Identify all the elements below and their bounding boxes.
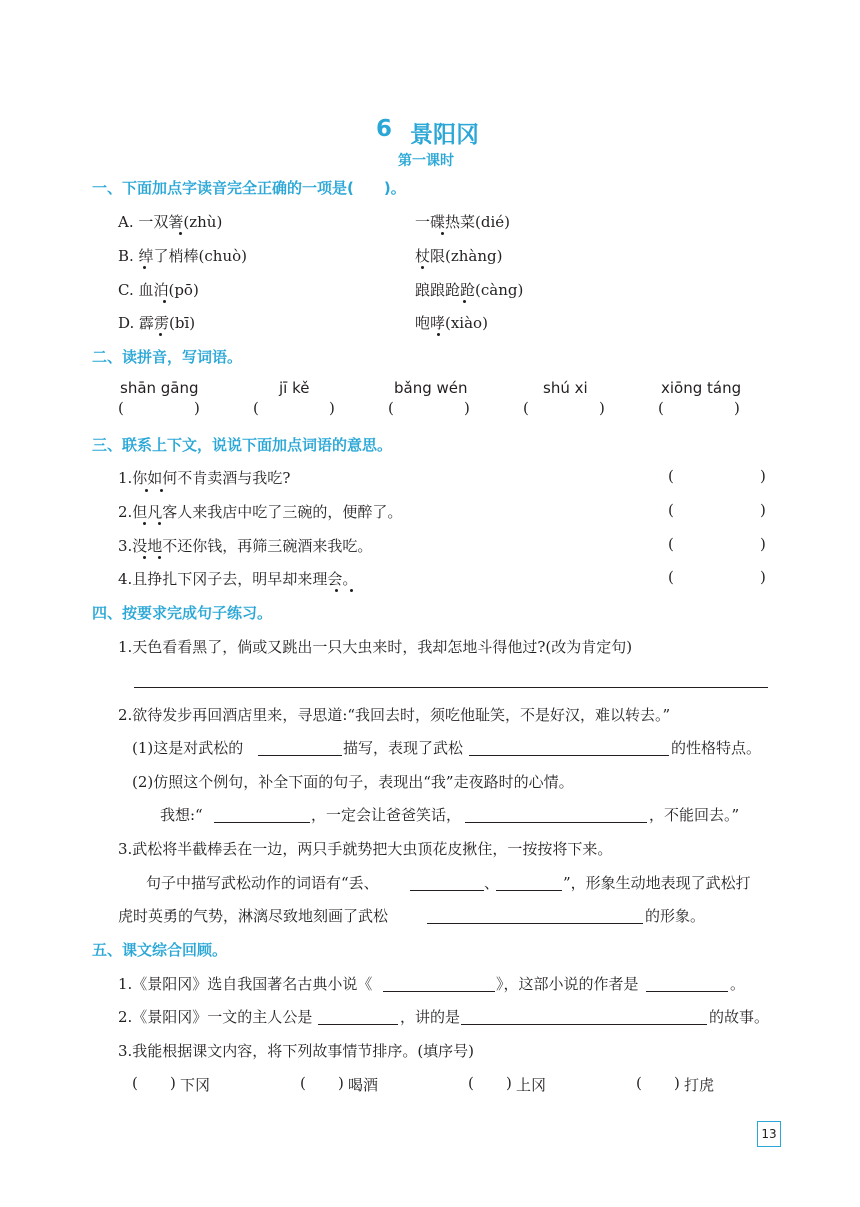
- answer-paren-open: (: [300, 1074, 306, 1092]
- answer-paren-close: ): [194, 399, 200, 417]
- q5-item-1-b: 》，这部小说的作者是: [496, 975, 639, 993]
- answer-paren-open: (: [388, 399, 394, 417]
- answer-paren-close: ): [506, 1074, 512, 1092]
- emphasis-dot: [421, 266, 424, 269]
- q1-option-b-left: B. 绰了梢棒(chuò): [118, 247, 248, 265]
- answer-paren-open: (: [668, 467, 674, 485]
- emphasis-dot: [159, 333, 162, 336]
- answer-paren-open: (: [658, 399, 664, 417]
- q4-wo-c: ，不能回去。”: [649, 806, 740, 824]
- answer-blank[interactable]: [214, 822, 310, 823]
- emphasis-dot: [335, 589, 338, 592]
- q4-line3a-3: ”，形象生动地表现了武松打: [563, 874, 751, 892]
- answer-blank[interactable]: [469, 755, 669, 756]
- answer-paren-close: ): [464, 399, 470, 417]
- emphasis-dot: [143, 556, 146, 559]
- event-4: 打虎: [684, 1076, 715, 1094]
- answer-paren-close: ): [338, 1074, 344, 1092]
- q4-line3b-1: 虎时英勇的气势，淋漓尽致地刻画了武松: [118, 907, 389, 925]
- q1-option-c-left: C. 血泊(pō): [118, 281, 199, 299]
- lesson-title: 景阳冈: [410, 122, 479, 148]
- q1-option-a-right: 一碟热菜(dié): [415, 213, 510, 231]
- emphasis-dot: [160, 489, 163, 492]
- event-1: 下冈: [180, 1076, 211, 1094]
- emphasis-dot: [143, 522, 146, 525]
- answer-blank[interactable]: [427, 923, 643, 924]
- q4-item-2: 2.欲待发步再回酒店里来，寻思道:“我回去时，须吃他耻笑，不是好汉，难以转去。”: [118, 706, 671, 724]
- q4-sub1-c: 的性格特点。: [671, 739, 762, 757]
- q4-wo-b: ，一定会让爸爸笑话，: [311, 806, 462, 824]
- answer-line[interactable]: [134, 687, 768, 688]
- q5-item-1-a: 1.《景阳冈》选自我国著名古典小说《: [118, 975, 373, 993]
- answer-paren-close: ): [760, 535, 766, 553]
- pinyin-3: bǎng wén: [394, 379, 468, 397]
- answer-paren-open: (: [668, 568, 674, 586]
- answer-blank[interactable]: [465, 822, 647, 823]
- emphasis-dot: [441, 232, 444, 235]
- answer-paren-close: ): [734, 399, 740, 417]
- q4-line3a-1: 句子中描写武松动作的词语有“丢、: [146, 874, 379, 892]
- answer-paren-open: (: [668, 501, 674, 519]
- answer-blank[interactable]: [461, 1024, 707, 1025]
- q1-option-a-left: A. 一双箸(zhù): [118, 213, 223, 231]
- answer-paren-close: ): [760, 501, 766, 519]
- q4-line3a-2: 、: [484, 874, 500, 892]
- q1-option-b-right: 杖限(zhàng): [415, 247, 503, 265]
- q5-heading: 五、课文综合回顾。: [92, 941, 228, 959]
- q4-item-3: 3.武松将半截棒丢在一边，两只手就势把大虫顶花皮揪住，一按按将下来。: [118, 840, 613, 858]
- answer-blank[interactable]: [383, 991, 495, 992]
- pinyin-2: jī kě: [279, 379, 310, 397]
- emphasis-dot: [158, 522, 161, 525]
- answer-paren-close: ): [329, 399, 335, 417]
- pinyin-1: shān gāng: [120, 379, 199, 397]
- answer-paren-open: (: [118, 399, 124, 417]
- answer-paren-close: ): [674, 1074, 680, 1092]
- emphasis-dot: [163, 300, 166, 303]
- lesson-subtitle: 第一课时: [398, 153, 454, 169]
- q3-item-2: 2.但凡客人来我店中吃了三碗的，便醉了。: [118, 503, 403, 521]
- q1-option-d-right: 咆哮(xiào): [415, 314, 488, 332]
- q5-item-2-a: 2.《景阳冈》一文的主人公是: [118, 1008, 313, 1026]
- answer-paren-open: (: [468, 1074, 474, 1092]
- q1-option-d-left: D. 霹雳(bī): [118, 314, 196, 332]
- answer-paren-open: (: [253, 399, 259, 417]
- emphasis-dot: [143, 266, 146, 269]
- q3-item-1: 1.你如何不肯卖酒与我吃?: [118, 469, 291, 487]
- q3-heading: 三、联系上下文，说说下面加点词语的意思。: [92, 436, 393, 454]
- emphasis-dot: [463, 300, 466, 303]
- emphasis-dot: [158, 556, 161, 559]
- answer-blank[interactable]: [646, 991, 728, 992]
- lesson-number: 6: [376, 116, 393, 142]
- answer-paren-open: (: [523, 399, 529, 417]
- answer-paren-close: ): [170, 1074, 176, 1092]
- q4-wo-a: 我想:“: [160, 806, 203, 824]
- emphasis-dot: [145, 489, 148, 492]
- q4-sub2: (2)仿照这个例句，补全下面的句子，表现出“我”走夜路时的心情。: [132, 773, 574, 791]
- q5-item-2-c: 的故事。: [709, 1008, 770, 1026]
- answer-paren-open: (: [636, 1074, 642, 1092]
- emphasis-dot: [437, 333, 440, 336]
- q4-sub1-b: 描写，表现了武松: [343, 739, 464, 757]
- event-3: 上冈: [516, 1076, 547, 1094]
- answer-blank[interactable]: [410, 890, 484, 891]
- q4-heading: 四、按要求完成句子练习。: [92, 604, 273, 622]
- q3-item-3: 3.没地不还你钱，再筛三碗酒来我吃。: [118, 537, 373, 555]
- answer-blank[interactable]: [318, 1024, 398, 1025]
- answer-blank[interactable]: [496, 890, 562, 891]
- q4-sub1-a: (1)这是对武松的: [132, 739, 244, 757]
- answer-paren-close: ): [599, 399, 605, 417]
- q2-heading: 二、读拼音，写词语。: [92, 348, 243, 366]
- q4-item-1: 1.天色看看黑了，倘或又跳出一只大虫来时，我却怎地斗得他过?(改为肯定句): [118, 638, 633, 656]
- answer-blank[interactable]: [258, 755, 342, 756]
- emphasis-dot: [179, 232, 182, 235]
- answer-paren-close: ): [760, 568, 766, 586]
- q1-heading: 一、下面加点字读音完全正确的一项是( )。: [92, 179, 406, 197]
- answer-paren-open: (: [668, 535, 674, 553]
- pinyin-5: xiōng táng: [661, 379, 742, 397]
- q3-item-4: 4.且挣扎下冈子去，明早却来理会。: [118, 570, 358, 588]
- emphasis-dot: [350, 589, 353, 592]
- q1-option-c-right: 踉踉跄跄(càng): [415, 281, 524, 299]
- event-2: 喝酒: [348, 1076, 379, 1094]
- page-number: 13: [757, 1121, 781, 1147]
- answer-paren-close: ): [760, 467, 766, 485]
- q4-line3b-2: 的形象。: [645, 907, 706, 925]
- q5-item-1-c: 。: [730, 975, 746, 993]
- pinyin-4: shú xi: [543, 379, 588, 397]
- q5-item-3: 3.我能根据课文内容，将下列故事情节排序。(填序号): [118, 1042, 475, 1060]
- q5-item-2-b: ，讲的是: [400, 1008, 461, 1026]
- answer-paren-open: (: [132, 1074, 138, 1092]
